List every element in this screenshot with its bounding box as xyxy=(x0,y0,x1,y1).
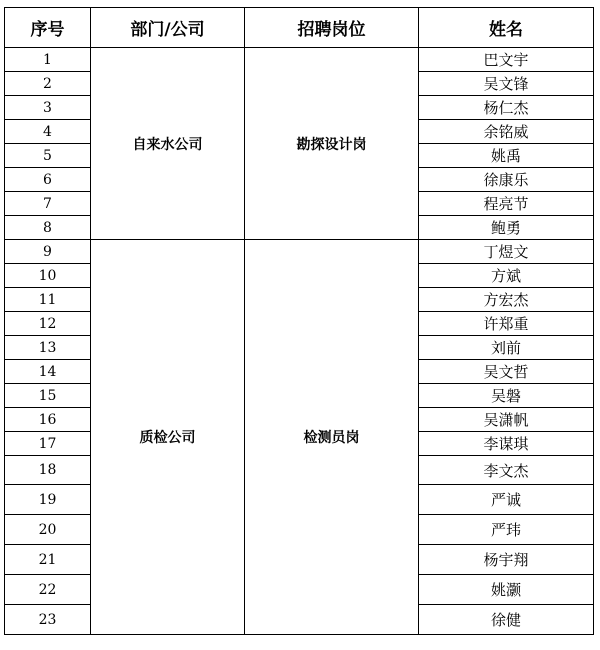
row-seq-cell: 1 xyxy=(5,48,91,72)
row-seq-cell: 3 xyxy=(5,96,91,120)
row-seq-cell: 5 xyxy=(5,144,91,168)
row-name-cell: 吴磐 xyxy=(419,384,594,408)
department-cell: 质检公司 xyxy=(91,240,245,635)
row-seq-cell: 6 xyxy=(5,168,91,192)
row-name-cell: 严玮 xyxy=(419,515,594,545)
row-seq-cell: 21 xyxy=(5,545,91,575)
row-name-cell: 吴文哲 xyxy=(419,360,594,384)
row-seq-cell: 2 xyxy=(5,72,91,96)
row-name-cell: 刘前 xyxy=(419,336,594,360)
table-row xyxy=(5,240,594,264)
row-name-cell: 吴文锋 xyxy=(419,72,594,96)
row-seq-cell: 7 xyxy=(5,192,91,216)
row-seq-cell: 18 xyxy=(5,456,91,485)
row-name-cell: 徐健 xyxy=(419,605,594,635)
row-name-cell: 李谋琪 xyxy=(419,432,594,456)
row-seq-cell: 20 xyxy=(5,515,91,545)
row-seq-cell: 19 xyxy=(5,485,91,515)
position-cell: 检测员岗 xyxy=(245,240,419,635)
row-seq-cell: 4 xyxy=(5,120,91,144)
header-department: 部门/公司 xyxy=(91,8,245,48)
header-seq: 序号 xyxy=(5,8,91,48)
row-name-cell: 丁煜文 xyxy=(419,240,594,264)
header-row xyxy=(5,8,594,48)
table-row xyxy=(5,48,594,72)
row-seq-cell: 13 xyxy=(5,336,91,360)
row-name-cell: 徐康乐 xyxy=(419,168,594,192)
row-seq-cell: 9 xyxy=(5,240,91,264)
row-name-cell: 余铭威 xyxy=(419,120,594,144)
row-name-cell: 杨宇翔 xyxy=(419,545,594,575)
row-name-cell: 李文杰 xyxy=(419,456,594,485)
row-name-cell: 姚禹 xyxy=(419,144,594,168)
row-seq-cell: 16 xyxy=(5,408,91,432)
row-seq-cell: 22 xyxy=(5,575,91,605)
position-cell: 勘探设计岗 xyxy=(245,48,419,240)
row-name-cell: 杨仁杰 xyxy=(419,96,594,120)
row-seq-cell: 12 xyxy=(5,312,91,336)
header-name: 姓名 xyxy=(419,8,594,48)
row-name-cell: 方宏杰 xyxy=(419,288,594,312)
department-cell: 自来水公司 xyxy=(91,48,245,240)
row-name-cell: 程亮节 xyxy=(419,192,594,216)
row-name-cell: 鲍勇 xyxy=(419,216,594,240)
row-seq-cell: 23 xyxy=(5,605,91,635)
row-seq-cell: 17 xyxy=(5,432,91,456)
row-name-cell: 姚灏 xyxy=(419,575,594,605)
row-name-cell: 方斌 xyxy=(419,264,594,288)
row-seq-cell: 15 xyxy=(5,384,91,408)
header-position: 招聘岗位 xyxy=(245,8,419,48)
row-name-cell: 严诚 xyxy=(419,485,594,515)
row-seq-cell: 10 xyxy=(5,264,91,288)
row-name-cell: 许郑重 xyxy=(419,312,594,336)
roster-table xyxy=(4,7,594,635)
row-name-cell: 巴文宇 xyxy=(419,48,594,72)
roster-body xyxy=(5,48,594,635)
row-seq-cell: 14 xyxy=(5,360,91,384)
row-seq-cell: 11 xyxy=(5,288,91,312)
row-seq-cell: 8 xyxy=(5,216,91,240)
row-name-cell: 吴潇帆 xyxy=(419,408,594,432)
